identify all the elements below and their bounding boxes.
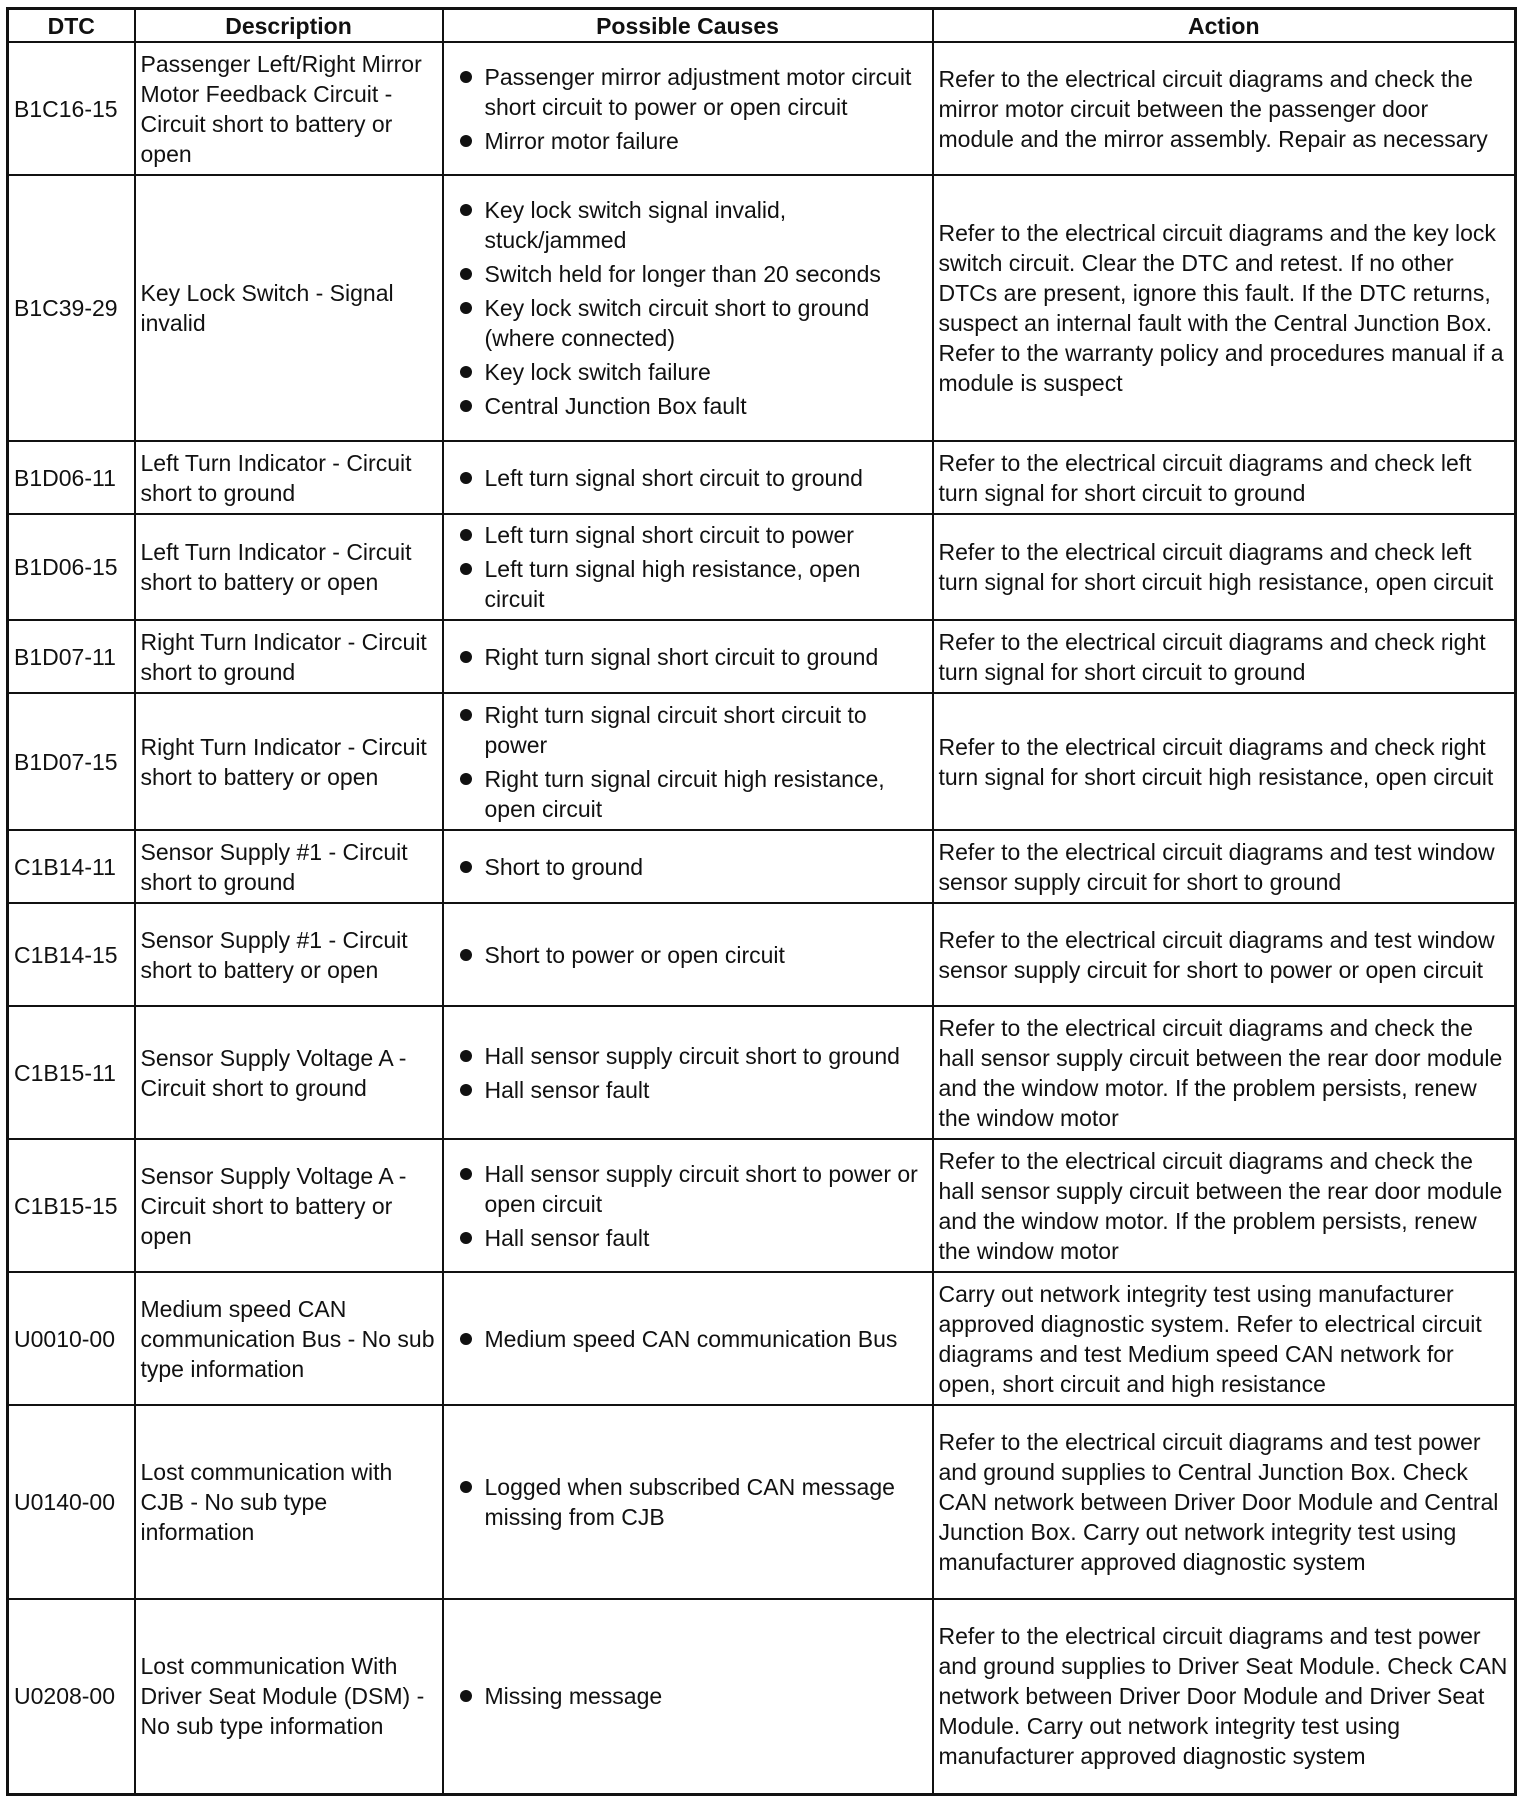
dtc-action: Refer to the electrical circuit diagrams and check the hall sensor supply circuit between the rear door module and the window motor. If the problem persists, renew the window motor	[933, 1139, 1516, 1272]
dtc-code: C1B15-11	[8, 1006, 135, 1139]
table-row	[8, 903, 1516, 1006]
possible-causes	[443, 1006, 933, 1139]
possible-causes	[443, 1599, 933, 1794]
table-row	[8, 620, 1516, 693]
table-row	[8, 514, 1516, 620]
possible-causes	[443, 693, 933, 830]
dtc-code: U0208-00	[8, 1599, 135, 1794]
table-row	[8, 1272, 1516, 1405]
cause-item: Short to power or open circuit	[449, 940, 927, 970]
header-dtc: DTC	[8, 9, 135, 43]
dtc-action: Refer to the electrical circuit diagrams and check right turn signal for short circuit high resistance, open circuit	[933, 693, 1516, 830]
cause-item: Mirror motor failure	[449, 126, 927, 156]
dtc-description: Passenger Left/Right Mirror Motor Feedback Circuit - Circuit short to battery or open	[135, 42, 443, 175]
table-row	[8, 1139, 1516, 1272]
dtc-action: Refer to the electrical circuit diagrams and check right turn signal for short circuit to ground	[933, 620, 1516, 693]
dtc-action: Refer to the electrical circuit diagrams and check the hall sensor supply circuit between the rear door module and the window motor. If the problem persists, renew the window motor	[933, 1006, 1516, 1139]
possible-causes	[443, 1405, 933, 1599]
dtc-description: Medium speed CAN communication Bus - No sub type information	[135, 1272, 443, 1405]
header-possible-causes: Possible Causes	[443, 9, 933, 43]
cause-item: Logged when subscribed CAN message missing from CJB	[449, 1472, 927, 1532]
dtc-code: B1C39-29	[8, 175, 135, 441]
cause-item: Key lock switch signal invalid, stuck/jammed	[449, 195, 927, 255]
dtc-code: C1B14-11	[8, 830, 135, 903]
dtc-action: Refer to the electrical circuit diagrams and the key lock switch circuit. Clear the DTC and retest. If no other DTCs are present, ignore this fault. If the DTC returns, suspect an internal fault with the Central Junction Box. Refer to the warranty policy and procedures manual if a module is suspect	[933, 175, 1516, 441]
dtc-action: Carry out network integrity test using manufacturer approved diagnostic system. Refer to electrical circuit diagrams and test Medium speed CAN network for open, short circuit and high resistance	[933, 1272, 1516, 1405]
possible-causes	[443, 1139, 933, 1272]
table-row	[8, 830, 1516, 903]
possible-causes	[443, 175, 933, 441]
table-row	[8, 693, 1516, 830]
dtc-code: B1D07-11	[8, 620, 135, 693]
cause-item: Central Junction Box fault	[449, 391, 927, 421]
dtc-description: Sensor Supply Voltage A - Circuit short to battery or open	[135, 1139, 443, 1272]
dtc-code: U0140-00	[8, 1405, 135, 1599]
table-row	[8, 1599, 1516, 1794]
table-row	[8, 441, 1516, 514]
dtc-description: Sensor Supply Voltage A - Circuit short to ground	[135, 1006, 443, 1139]
table-row	[8, 42, 1516, 175]
cause-item: Missing message	[449, 1681, 927, 1711]
dtc-code: B1D06-11	[8, 441, 135, 514]
cause-item: Hall sensor fault	[449, 1075, 927, 1105]
possible-causes	[443, 441, 933, 514]
dtc-description: Left Turn Indicator - Circuit short to battery or open	[135, 514, 443, 620]
dtc-action: Refer to the electrical circuit diagrams and test window sensor supply circuit for short to power or open circuit	[933, 903, 1516, 1006]
cause-item: Hall sensor fault	[449, 1223, 927, 1253]
dtc-code: C1B15-15	[8, 1139, 135, 1272]
dtc-description: Sensor Supply #1 - Circuit short to battery or open	[135, 903, 443, 1006]
cause-item: Switch held for longer than 20 seconds	[449, 259, 927, 289]
possible-causes	[443, 830, 933, 903]
dtc-code: U0010-00	[8, 1272, 135, 1405]
cause-item: Key lock switch failure	[449, 357, 927, 387]
dtc-description: Right Turn Indicator - Circuit short to battery or open	[135, 693, 443, 830]
header-row	[8, 9, 1516, 43]
dtc-action: Refer to the electrical circuit diagrams and check the mirror motor circuit between the passenger door module and the mirror assembly. Repair as necessary	[933, 42, 1516, 175]
possible-causes	[443, 514, 933, 620]
possible-causes	[443, 620, 933, 693]
dtc-description: Lost communication with CJB - No sub type information	[135, 1405, 443, 1599]
table-row	[8, 1006, 1516, 1139]
cause-item: Right turn signal circuit short circuit to power	[449, 700, 927, 760]
dtc-code: B1C16-15	[8, 42, 135, 175]
header-action: Action	[933, 9, 1516, 43]
table-row	[8, 1405, 1516, 1599]
cause-item: Medium speed CAN communication Bus	[449, 1324, 927, 1354]
dtc-action: Refer to the electrical circuit diagrams and check left turn signal for short circuit high resistance, open circuit	[933, 514, 1516, 620]
dtc-code: C1B14-15	[8, 903, 135, 1006]
cause-item: Left turn signal high resistance, open circuit	[449, 554, 927, 614]
dtc-description: Lost communication With Driver Seat Module (DSM) - No sub type information	[135, 1599, 443, 1794]
dtc-code: B1D07-15	[8, 693, 135, 830]
cause-item: Left turn signal short circuit to power	[449, 520, 927, 550]
header-description: Description	[135, 9, 443, 43]
table-row	[8, 175, 1516, 441]
dtc-action: Refer to the electrical circuit diagrams and test power and ground supplies to Driver Seat Module. Check CAN network between Driver Door Module and Driver Seat Module. Carry out network integrity test using manufacturer approved diagnostic system	[933, 1599, 1516, 1794]
cause-item: Hall sensor supply circuit short to ground	[449, 1041, 927, 1071]
cause-item: Hall sensor supply circuit short to power or open circuit	[449, 1159, 927, 1219]
dtc-action: Refer to the electrical circuit diagrams and test power and ground supplies to Central Junction Box. Check CAN network between Driver Door Module and Central Junction Box. Carry out network integrity test using manufacturer approved diagnostic system	[933, 1405, 1516, 1599]
cause-item: Key lock switch circuit short to ground (where connected)	[449, 293, 927, 353]
possible-causes	[443, 42, 933, 175]
cause-item: Left turn signal short circuit to ground	[449, 463, 927, 493]
dtc-description: Right Turn Indicator - Circuit short to ground	[135, 620, 443, 693]
dtc-table	[6, 7, 1517, 1796]
dtc-code: B1D06-15	[8, 514, 135, 620]
dtc-action: Refer to the electrical circuit diagrams and test window sensor supply circuit for short to ground	[933, 830, 1516, 903]
dtc-description: Left Turn Indicator - Circuit short to ground	[135, 441, 443, 514]
cause-item: Passenger mirror adjustment motor circuit short circuit to power or open circuit	[449, 62, 927, 122]
cause-item: Short to ground	[449, 852, 927, 882]
dtc-description: Sensor Supply #1 - Circuit short to ground	[135, 830, 443, 903]
possible-causes	[443, 903, 933, 1006]
possible-causes	[443, 1272, 933, 1405]
cause-item: Right turn signal short circuit to ground	[449, 642, 927, 672]
dtc-description: Key Lock Switch - Signal invalid	[135, 175, 443, 441]
cause-item: Right turn signal circuit high resistance, open circuit	[449, 764, 927, 824]
dtc-action: Refer to the electrical circuit diagrams and check left turn signal for short circuit to ground	[933, 441, 1516, 514]
